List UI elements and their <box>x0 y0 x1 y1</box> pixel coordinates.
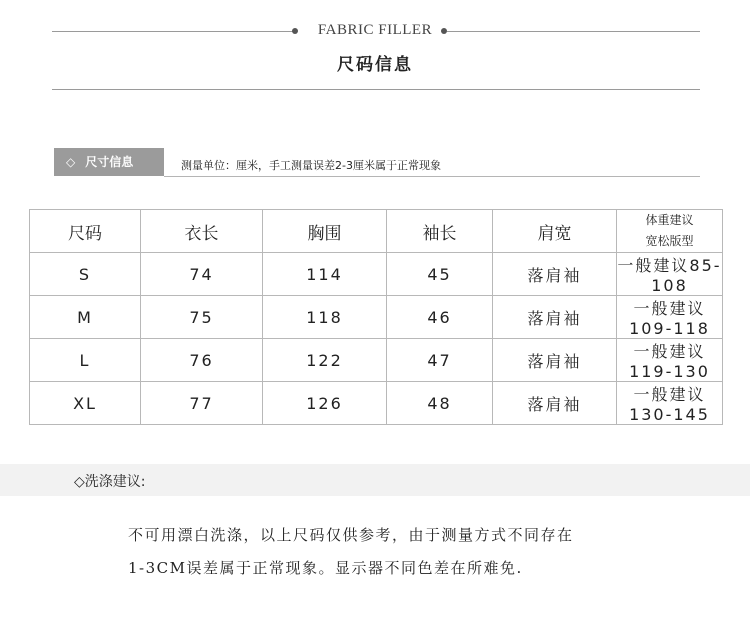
cell-shoulder: 落肩袖 <box>493 253 617 296</box>
header-weight <box>617 210 723 253</box>
cell-weight: 一般建议85-108 <box>617 253 723 296</box>
cell-shoulder: 落肩袖 <box>493 339 617 382</box>
cell-size: XL <box>30 382 141 425</box>
wash-title: ◇洗涤建议: <box>74 474 146 490</box>
cell-length: 74 <box>141 253 263 296</box>
cell-length: 76 <box>141 339 263 382</box>
table-header-row <box>30 210 723 253</box>
cell-sleeve: 46 <box>387 296 493 339</box>
header-chest: 胸围 <box>263 210 387 253</box>
cell-weight: 一般建议130-145 <box>617 382 723 425</box>
header-shoulder: 肩宽 <box>493 210 617 253</box>
cell-chest: 126 <box>263 382 387 425</box>
cell-chest: 114 <box>263 253 387 296</box>
title-divider <box>52 89 700 90</box>
wash-text-line2: 1-3CM误差属于正常现象。显示器不同色差在所难免. <box>128 559 523 577</box>
cell-shoulder: 落肩袖 <box>493 296 617 339</box>
cell-sleeve: 47 <box>387 339 493 382</box>
cell-size: L <box>30 339 141 382</box>
cell-weight: 一般建议109-118 <box>617 296 723 339</box>
cell-sleeve: 48 <box>387 382 493 425</box>
cell-chest: 122 <box>263 339 387 382</box>
table-row <box>30 339 723 382</box>
table-row <box>30 382 723 425</box>
header-weight-line1: 体重建议 <box>645 213 694 227</box>
page-title: 尺码信息 <box>337 55 413 75</box>
cell-shoulder: 落肩袖 <box>493 382 617 425</box>
cell-chest: 118 <box>263 296 387 339</box>
fabric-label: FABRIC FILLER <box>317 22 433 38</box>
header-weight-line2: 宽松版型 <box>645 234 694 248</box>
header-length: 衣长 <box>141 210 263 253</box>
cell-size: M <box>30 296 141 339</box>
size-info-underline <box>164 176 700 177</box>
cell-size: S <box>30 253 141 296</box>
table-row <box>30 296 723 339</box>
header-line-right <box>447 31 700 32</box>
cell-length: 77 <box>141 382 263 425</box>
header-sleeve: 袖长 <box>387 210 493 253</box>
cell-length: 75 <box>141 296 263 339</box>
wash-text-line1: 不可用漂白洗涤，以上尺码仅供参考，由于测量方式不同存在 <box>128 526 574 544</box>
header-size: 尺码 <box>30 210 141 253</box>
size-info-tag <box>54 148 164 176</box>
size-info-tag-label: 尺寸信息 <box>85 155 134 169</box>
wash-section-bar <box>0 464 750 496</box>
size-table <box>29 209 723 425</box>
table-row <box>30 253 723 296</box>
cell-sleeve: 45 <box>387 253 493 296</box>
diamond-icon: ◇ <box>66 155 76 169</box>
measurement-note: 测量单位：厘米，手工测量误差2-3厘米属于正常现象 <box>181 159 441 172</box>
cell-weight: 一般建议119-130 <box>617 339 723 382</box>
